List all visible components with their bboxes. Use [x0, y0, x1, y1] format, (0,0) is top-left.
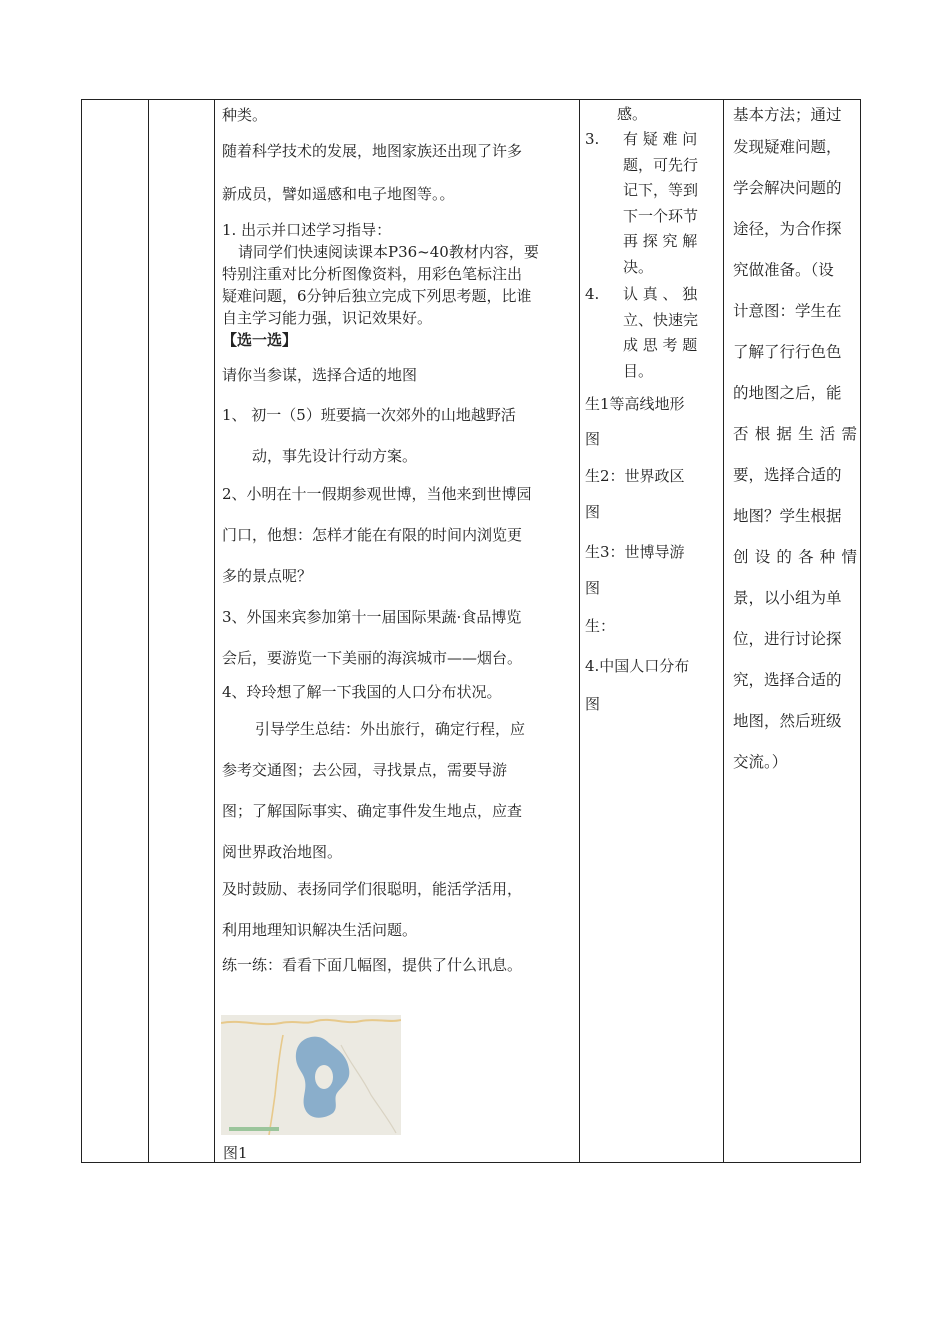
text-line: 疑难问题，6分钟后独立完成下列思考题，比谁 — [222, 287, 532, 305]
text-line: 种类。 — [222, 106, 268, 124]
text-line: 请你当参谋，选择合适的地图 — [222, 366, 418, 384]
text-line: 认 真 、 独 — [623, 285, 698, 303]
map-legend — [229, 1127, 279, 1131]
question-line: 会后，要游览一下美丽的海滨城市——烟台。 — [222, 649, 523, 667]
text-line: 利用地理知识解决生活问题。 — [222, 921, 418, 939]
summary-line: 阅世界政治地图。 — [222, 843, 343, 861]
text-line: 创设的各种情 — [733, 548, 857, 566]
figure-1-map — [221, 1015, 401, 1135]
text-line: 随着科学技术的发展，地图家族还出现了许多 — [222, 142, 523, 160]
text-line: 特别注重对比分析图像资料，用彩色笔标注出 — [222, 265, 523, 283]
summary-line: 参考交通图；去公园，寻找景点，需要导游 — [222, 761, 508, 779]
list-item — [585, 127, 720, 280]
summary-line: 引导学生总结：外出旅行，确定行程，应 — [255, 720, 526, 738]
text-line: 位，进行讨论探 — [733, 630, 842, 648]
teacher-activity-cell — [222, 100, 574, 976]
text-line: 基本方法；通过 — [733, 106, 842, 124]
text-line: 立、快速完 — [623, 310, 699, 329]
text-line: 发现疑难问题， — [733, 138, 842, 156]
answer-line: 生3：世博导游 — [585, 543, 685, 561]
answer-line: 图 — [585, 695, 601, 713]
question-line: 动，事先设计行动方案。 — [252, 447, 418, 465]
text-line: 请同学们快速阅读课本P36~40教材内容，要 — [238, 243, 539, 261]
answer-line: 图 — [585, 430, 601, 448]
text-line: 新成员，譬如遥感和电子地图等。。 — [222, 185, 455, 203]
text-line: 及时鼓励、表扬同学们很聪明，能活学活用， — [222, 880, 523, 898]
list-item — [585, 282, 720, 384]
text-line: 计意图：学生在 — [733, 302, 842, 320]
text-line: 感。 — [617, 105, 648, 123]
design-intent-cell — [733, 100, 857, 783]
question-line: 3、外国来宾参加第十一届国际果蔬·食品博览 — [222, 608, 522, 626]
question-line: 1、 初一（5）班要搞一次郊外的山地越野活 — [222, 406, 516, 424]
text-line: 成 思 考 题 — [623, 336, 698, 354]
answer-line: 生2：世界政区 — [585, 467, 685, 485]
answer-line: 4.中国人口分布 — [585, 657, 690, 675]
text-line: 地图？学生根据 — [733, 507, 842, 525]
text-line: 了解了行行色色 — [733, 343, 842, 361]
answer-line: 生： — [585, 617, 616, 635]
text-line: 要，选择合适的 — [733, 466, 842, 484]
lake-map-image — [221, 1015, 401, 1135]
column-divider — [148, 100, 149, 1162]
column-divider — [723, 100, 724, 1162]
text-line: 景，以小组为单 — [733, 589, 842, 607]
text-line: 下一个环节 — [623, 206, 699, 225]
text-line: 有 疑 难 问 — [623, 130, 698, 148]
list-item-body — [615, 127, 720, 280]
island-shape — [315, 1065, 333, 1089]
text-line: 题，可先行 — [623, 155, 699, 174]
list-number: 3. — [585, 130, 600, 148]
section-title: 【选一选】 — [222, 331, 298, 349]
question-line: 2、小明在十一假期参观世博，当他来到世博园 — [222, 485, 532, 503]
column-divider — [214, 100, 215, 1162]
figure-caption: 图1 — [223, 1144, 248, 1162]
text-line: 的地图之后，能 — [733, 384, 842, 402]
question-line: 门口，他想：怎样才能在有限的时间内浏览更 — [222, 526, 523, 544]
text-line: 学会解决问题的 — [733, 179, 842, 197]
column-divider — [579, 100, 580, 1162]
text-line: 决。 — [623, 257, 654, 276]
text-line: 练一练：看看下面几幅图，提供了什么讯息。 — [222, 956, 523, 974]
student-activity-cell — [585, 100, 720, 722]
text-line: 目。 — [623, 361, 654, 380]
text-line: 究做准备。（设 — [733, 261, 834, 279]
text-line: 地图，然后班级 — [733, 712, 842, 730]
answer-line: 生1等高线地形 — [585, 395, 685, 413]
answer-line: 图 — [585, 503, 601, 521]
lesson-table — [81, 99, 861, 1163]
text-line: 1. 出示并口述学习指导： — [222, 221, 392, 239]
text-line: 究，选择合适的 — [733, 671, 842, 689]
text-line: 途径，为合作探 — [733, 220, 842, 238]
answer-line: 图 — [585, 579, 601, 597]
list-number: 4. — [585, 285, 600, 303]
text-line: 交流。） — [733, 753, 788, 771]
list-item-body — [615, 282, 720, 384]
text-line: 自主学习能力强，识记效果好。 — [222, 309, 433, 327]
summary-line: 图；了解国际事实、确定事件发生地点，应查 — [222, 802, 523, 820]
question-line: 4、玲玲想了解一下我国的人口分布状况。 — [222, 683, 502, 701]
text-line: 记下，等到 — [623, 181, 699, 199]
text-line: 否根据生活需 — [733, 425, 857, 443]
question-line: 多的景点呢？ — [222, 567, 313, 585]
text-line: 再 探 究 解 — [623, 232, 698, 250]
